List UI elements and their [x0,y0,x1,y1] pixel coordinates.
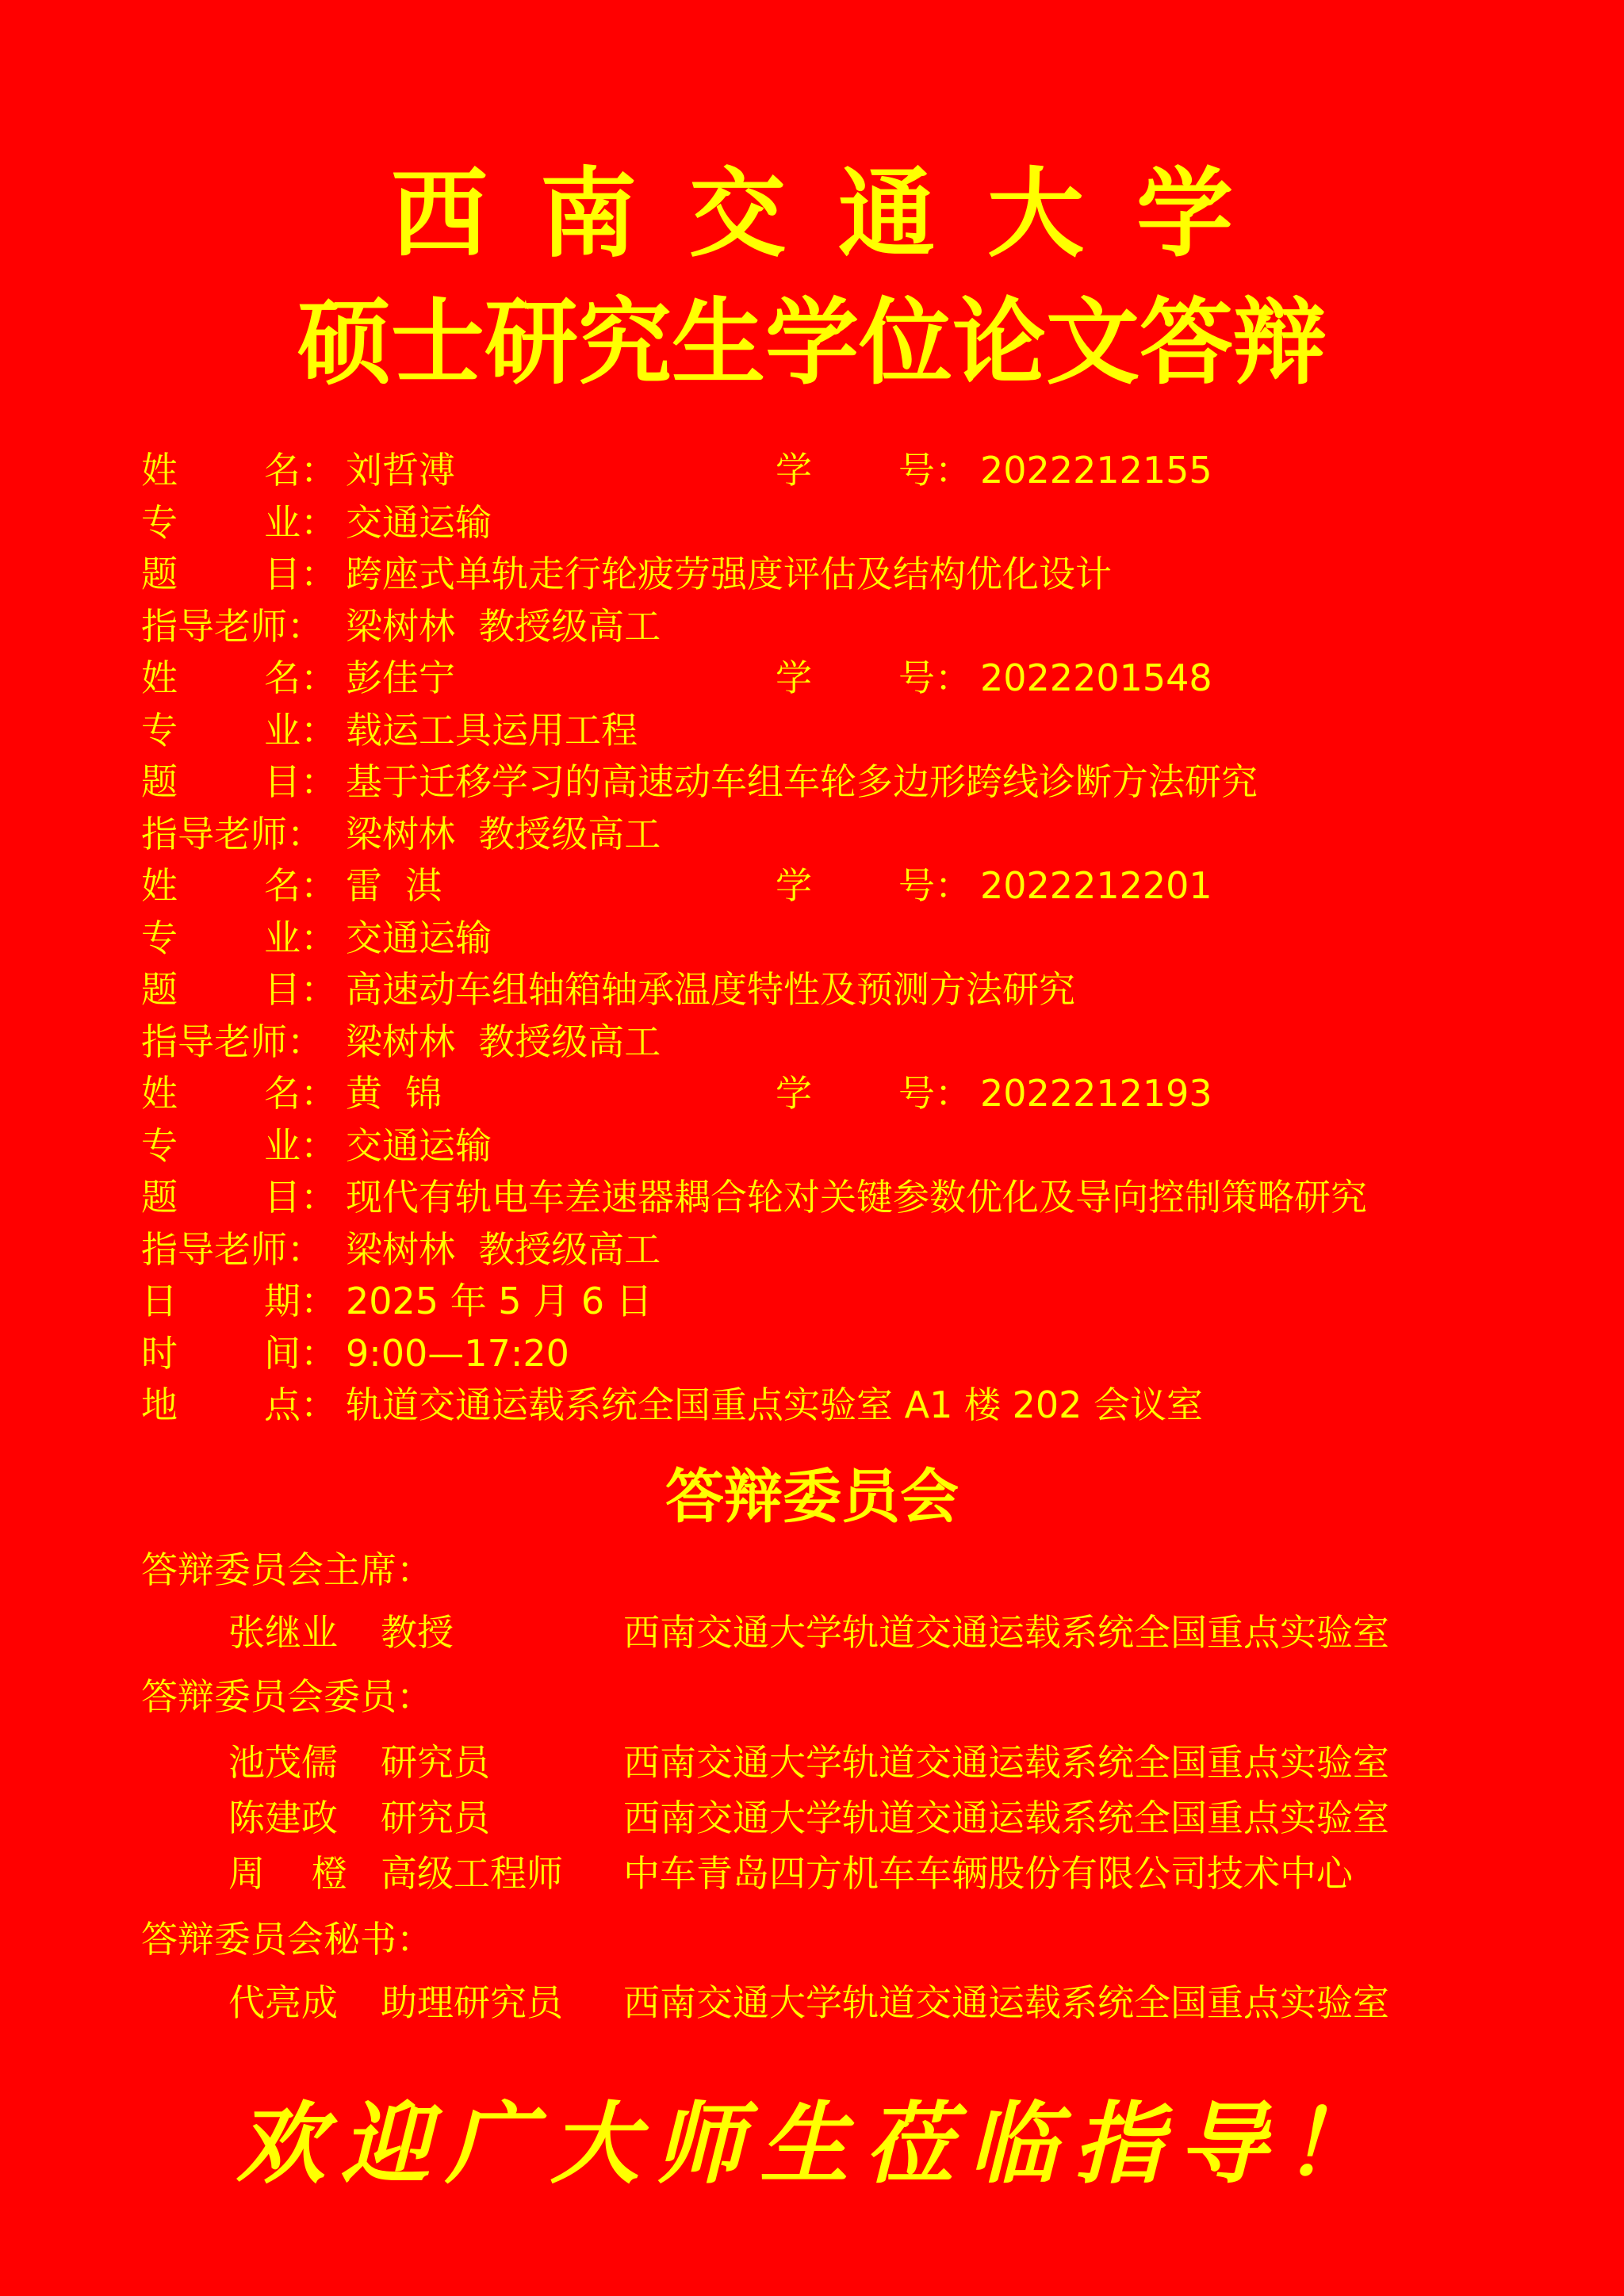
member-org: 西南交通大学轨道交通运载系统全国重点实验室 [623,1981,1389,2024]
committee-chair-label: 答辩委员会主席： [141,1548,433,1591]
student-major: 交通运输 [346,916,492,959]
defense-date: 2025 年 5 月 6 日 [346,1280,653,1322]
defense-title: 硕士研究生学位论文答辩 [297,288,1327,397]
student-name: 彭佳宁 [346,656,455,699]
thesis-topic: 高速动车组轴箱轴承温度特性及预测方法研究 [346,968,1075,1011]
student-major: 载运工具运用工程 [346,708,638,752]
student-id: 2022212201 [980,864,1212,907]
thesis-topic: 现代有轨电车差速器耦合轮对关键参数优化及导向控制策略研究 [346,1176,1367,1219]
advisor-name: 梁树林 教授级高工 [346,604,661,648]
student-major: 交通运输 [346,1123,492,1167]
student-id: 2022212193 [980,1072,1212,1115]
member-org: 西南交通大学轨道交通运载系统全国重点实验室 [623,1611,1389,1654]
member-org: 中车青岛四方机车车辆股份有限公司技术中心 [623,1852,1353,1895]
student-major: 交通运输 [346,500,492,544]
member-rank: 研究员 [381,1797,490,1839]
student-name: 雷 淇 [346,864,442,907]
student-id: 2022212155 [980,449,1212,492]
defense-time: 9:00—17:20 [346,1331,569,1375]
defense-poster: 西南交通大学 硕士研究生学位论文答辩 姓 名： 刘哲溥 学 号： 2022212155 专 业： 交通运输 题 目： 跨座式单轨走行轮疲劳强度评估及结构优化设计 指导老师： 梁树林 教授级高工 姓 名： 彭佳宁 学 号： 2022201548 专 业： 载运工具运用工程 题 目： 基于迁移学习的高速动车组车轮多边形跨线诊断方法研究 指导老师： 梁树林 教授级高工 姓 名： 雷 淇 学 号： 2022212201 专 业： 交通运输 题 目： 高速动车组轴箱轴承温度特性及预测方法研究 指导老师： 梁树林 教授级高工 姓 名： 黄 锦 学 号： 2022212193 专 业： 交通运输 题 目： 现代有轨电车差速器耦合轮对关键参数优化及导向控制策略研究 指导老师： 梁树林 教授级高工 日 期： 2025 年 5 月 6 日 时 间： 9:00—17:20 地 点： 轨道交通运载系统全国重点实验室 A1 楼 202 会议室 答辩委员会 答辩委员会主席： 张继业 教授 西南交通大学轨道交通运载系统全国重点实验室 答辩委员会委员： 池茂儒 研究员 西南交通大学轨道交通运载系统全国重点实验室 陈建政 研究员 西南交通大学轨道交通运载系统全国重点实验室 周 橙 高级工程师 中车青岛四方机车车辆股份有限公司技术中心 答辩委员会秘书： 代亮成 助理研究员 西南交通大学轨道交通运载系统全国重点实验室 欢迎广大师生莅临指导！ [0,0,1624,2296]
member-name: 陈建政 [228,1797,338,1839]
member-name: 张继业 [228,1611,338,1654]
welcome-slogan: 欢迎广大师生莅临指导！ [236,2092,1388,2196]
student-name: 刘哲溥 [346,449,455,492]
member-name: 池茂儒 [228,1741,338,1784]
member-rank: 助理研究员 [381,1981,563,2024]
advisor-name: 梁树林 教授级高工 [346,812,661,855]
advisor-name: 梁树林 教授级高工 [346,1020,661,1063]
university-title: 西南交通大学 [391,158,1285,270]
member-rank: 研究员 [381,1741,490,1784]
defense-place: 轨道交通运载系统全国重点实验室 A1 楼 202 会议室 [346,1383,1204,1426]
member-org: 西南交通大学轨道交通运载系统全国重点实验室 [623,1741,1389,1784]
member-rank: 高级工程师 [381,1852,563,1895]
student-id: 2022201548 [980,656,1212,699]
student-name: 黄 锦 [346,1072,442,1115]
committee-title: 答辩委员会 [665,1463,959,1531]
committee-members-label: 答辩委员会委员： [141,1675,433,1718]
thesis-topic: 基于迁移学习的高速动车组车轮多边形跨线诊断方法研究 [346,760,1258,803]
committee-secretary-label: 答辩委员会秘书： [141,1918,433,1961]
thesis-topic: 跨座式单轨走行轮疲劳强度评估及结构优化设计 [346,553,1112,595]
member-rank: 教授 [381,1611,454,1654]
member-name: 代亮成 [228,1981,338,2024]
member-org: 西南交通大学轨道交通运载系统全国重点实验室 [623,1797,1389,1839]
member-name: 周 橙 [228,1852,348,1895]
advisor-name: 梁树林 教授级高工 [346,1227,661,1271]
